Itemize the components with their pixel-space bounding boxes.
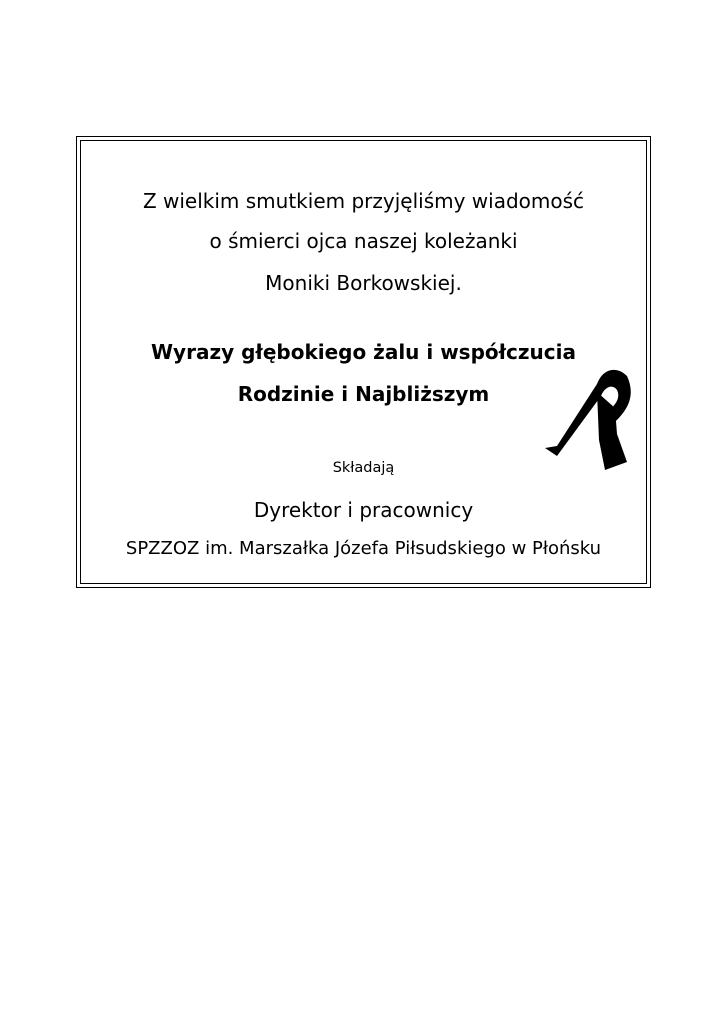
organization-name: SPZZOZ im. Marszałka Józefa Piłsudskiego w Płońsku (125, 538, 602, 559)
condolence-line-2: Rodzinie i Najbliższym (237, 382, 490, 406)
submitted-by-label: Składają (332, 460, 395, 476)
intro-line-1: Z wielkim smutkiem przyjęliśmy wiadomość (142, 189, 585, 213)
mourning-ribbon-icon (541, 362, 637, 472)
intro-line-2: o śmierci ojca naszej koleżanki (209, 229, 518, 253)
condolence-line-1: Wyrazy głębokiego żalu i współczucia (150, 340, 576, 364)
signatory: Dyrektor i pracownicy (253, 498, 474, 522)
deceased-relative-name: Moniki Borkowskiej. (265, 271, 462, 295)
